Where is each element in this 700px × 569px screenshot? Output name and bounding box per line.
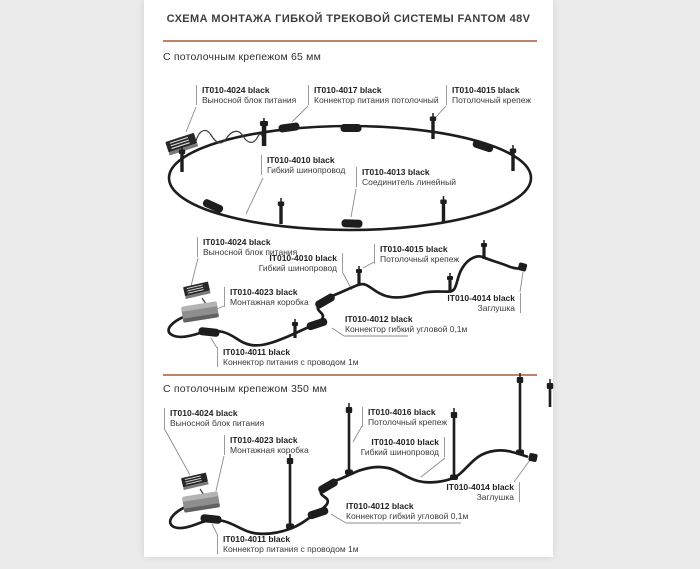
label-corner-connector: [346, 501, 468, 521]
ceiling-rod-icon: [516, 373, 524, 455]
part-code: IT010-4017 black: [314, 85, 382, 95]
part-code: IT010-4014 black: [447, 293, 515, 303]
part-desc: Коннектор питания потолочный: [314, 95, 439, 105]
part-desc: Соединитель линейный: [362, 177, 456, 187]
power-supply-icon: [181, 473, 209, 490]
label-power-feed-connector: [217, 347, 359, 367]
part-code: IT010-4010 black: [371, 437, 439, 447]
part-code: IT010-4010 black: [269, 253, 337, 263]
end-cap-icon: [517, 262, 527, 272]
part-desc: Гибкий шинопровод: [360, 447, 439, 457]
section-heading-350mm: С потолочным крепежом 350 мм: [163, 383, 328, 395]
corner-connector-icon: [314, 292, 336, 309]
part-code: IT010-4024 black: [203, 237, 271, 247]
part-code: IT010-4015 black: [452, 85, 520, 95]
ceiling-rod-icon: [286, 454, 294, 529]
part-code: IT010-4013 black: [362, 167, 430, 177]
part-desc: Потолочный крепеж: [380, 254, 460, 264]
part-desc: Потолочный крепеж: [452, 95, 532, 105]
linear-connector-icon: [278, 122, 300, 133]
part-code: IT010-4012 black: [346, 501, 414, 511]
part-desc: Заглушка: [476, 492, 514, 502]
linear-connector-icon: [341, 124, 362, 132]
label-flexible-track: [259, 253, 343, 273]
label-flexible-track: [261, 155, 345, 175]
ceiling-mount-icon: [356, 266, 362, 285]
part-code: IT010-4012 black: [345, 314, 413, 324]
power-cable: [196, 130, 262, 142]
part-desc: Заглушка: [477, 303, 515, 313]
mounting-box-icon: [182, 491, 220, 512]
part-desc: Выносной блок питания: [203, 247, 298, 257]
part-code: IT010-4015 black: [380, 244, 448, 254]
diagram-ring-65mm: [165, 106, 531, 230]
label-power-supply: [196, 85, 296, 105]
part-code: IT010-4024 black: [202, 85, 270, 95]
label-flexible-track: [361, 437, 445, 457]
linear-connector-icon: [341, 219, 362, 228]
label-linear-connector: [356, 167, 456, 187]
power-supply-icon: [183, 282, 211, 299]
ceiling-mount-icon: [440, 196, 446, 222]
part-desc: Выносной блок питания: [202, 95, 297, 105]
part-desc: Монтажная коробка: [230, 445, 309, 455]
part-desc: Коннектор гибкий угловой 0,1м: [346, 511, 469, 521]
mounting-box-icon: [181, 301, 219, 322]
part-code: IT010-4014 black: [446, 482, 514, 492]
part-code: IT010-4016 black: [368, 407, 436, 417]
section-heading-65mm: С потолочным крепежом 65 мм: [163, 51, 322, 63]
part-desc: Коннектор питания с проводом 1м: [223, 544, 359, 554]
part-desc: Потолочный крепеж: [368, 417, 448, 427]
ceiling-rod-icon: [547, 379, 553, 407]
label-end-cap: [446, 482, 520, 502]
label-end-cap: [447, 293, 521, 313]
label-ceiling-power-connector: [308, 85, 439, 105]
label-corner-connector: [345, 314, 467, 334]
label-power-feed-connector: [217, 534, 359, 554]
linear-connector-icon: [472, 139, 494, 153]
part-code: IT010-4010 black: [267, 155, 335, 165]
ceiling-mount-icon: [447, 273, 453, 292]
part-desc: Выносной блок питания: [170, 418, 265, 428]
label-mounting-box: [224, 435, 309, 455]
label-power-supply: [164, 408, 264, 428]
label-ceiling-mount: [446, 85, 531, 105]
part-desc: Коннектор гибкий угловой 0,1м: [345, 324, 468, 334]
page-title: СХЕМА МОНТАЖА ГИБКОЙ ТРЕКОВОЙ СИСТЕМЫ FANTOM 48V: [166, 13, 531, 25]
label-ceiling-mount: [374, 244, 459, 264]
part-desc: Гибкий шинопровод: [258, 263, 337, 273]
part-code: IT010-4011 black: [223, 347, 291, 357]
corner-connector-icon: [306, 317, 328, 331]
part-code: IT010-4023 black: [230, 435, 298, 445]
part-desc: Гибкий шинопровод: [267, 165, 346, 175]
part-code: IT010-4023 black: [230, 287, 298, 297]
label-mounting-box: [224, 287, 309, 307]
part-code: IT010-4024 black: [170, 408, 238, 418]
ceiling-mount-icon: [278, 198, 284, 224]
part-desc: Коннектор питания с проводом 1м: [223, 357, 359, 367]
part-code: IT010-4011 black: [223, 534, 291, 544]
corner-connector-icon: [307, 506, 329, 520]
power-feed-connector-icon: [198, 327, 220, 337]
corner-connector-icon: [317, 477, 339, 494]
ceiling-rod-icon: [450, 408, 458, 480]
part-desc: Монтажная коробка: [230, 297, 309, 307]
label-ceiling-mount-350: [362, 407, 447, 427]
ceiling-rod-icon: [345, 403, 353, 475]
ceiling-mount-icon: [430, 113, 436, 139]
